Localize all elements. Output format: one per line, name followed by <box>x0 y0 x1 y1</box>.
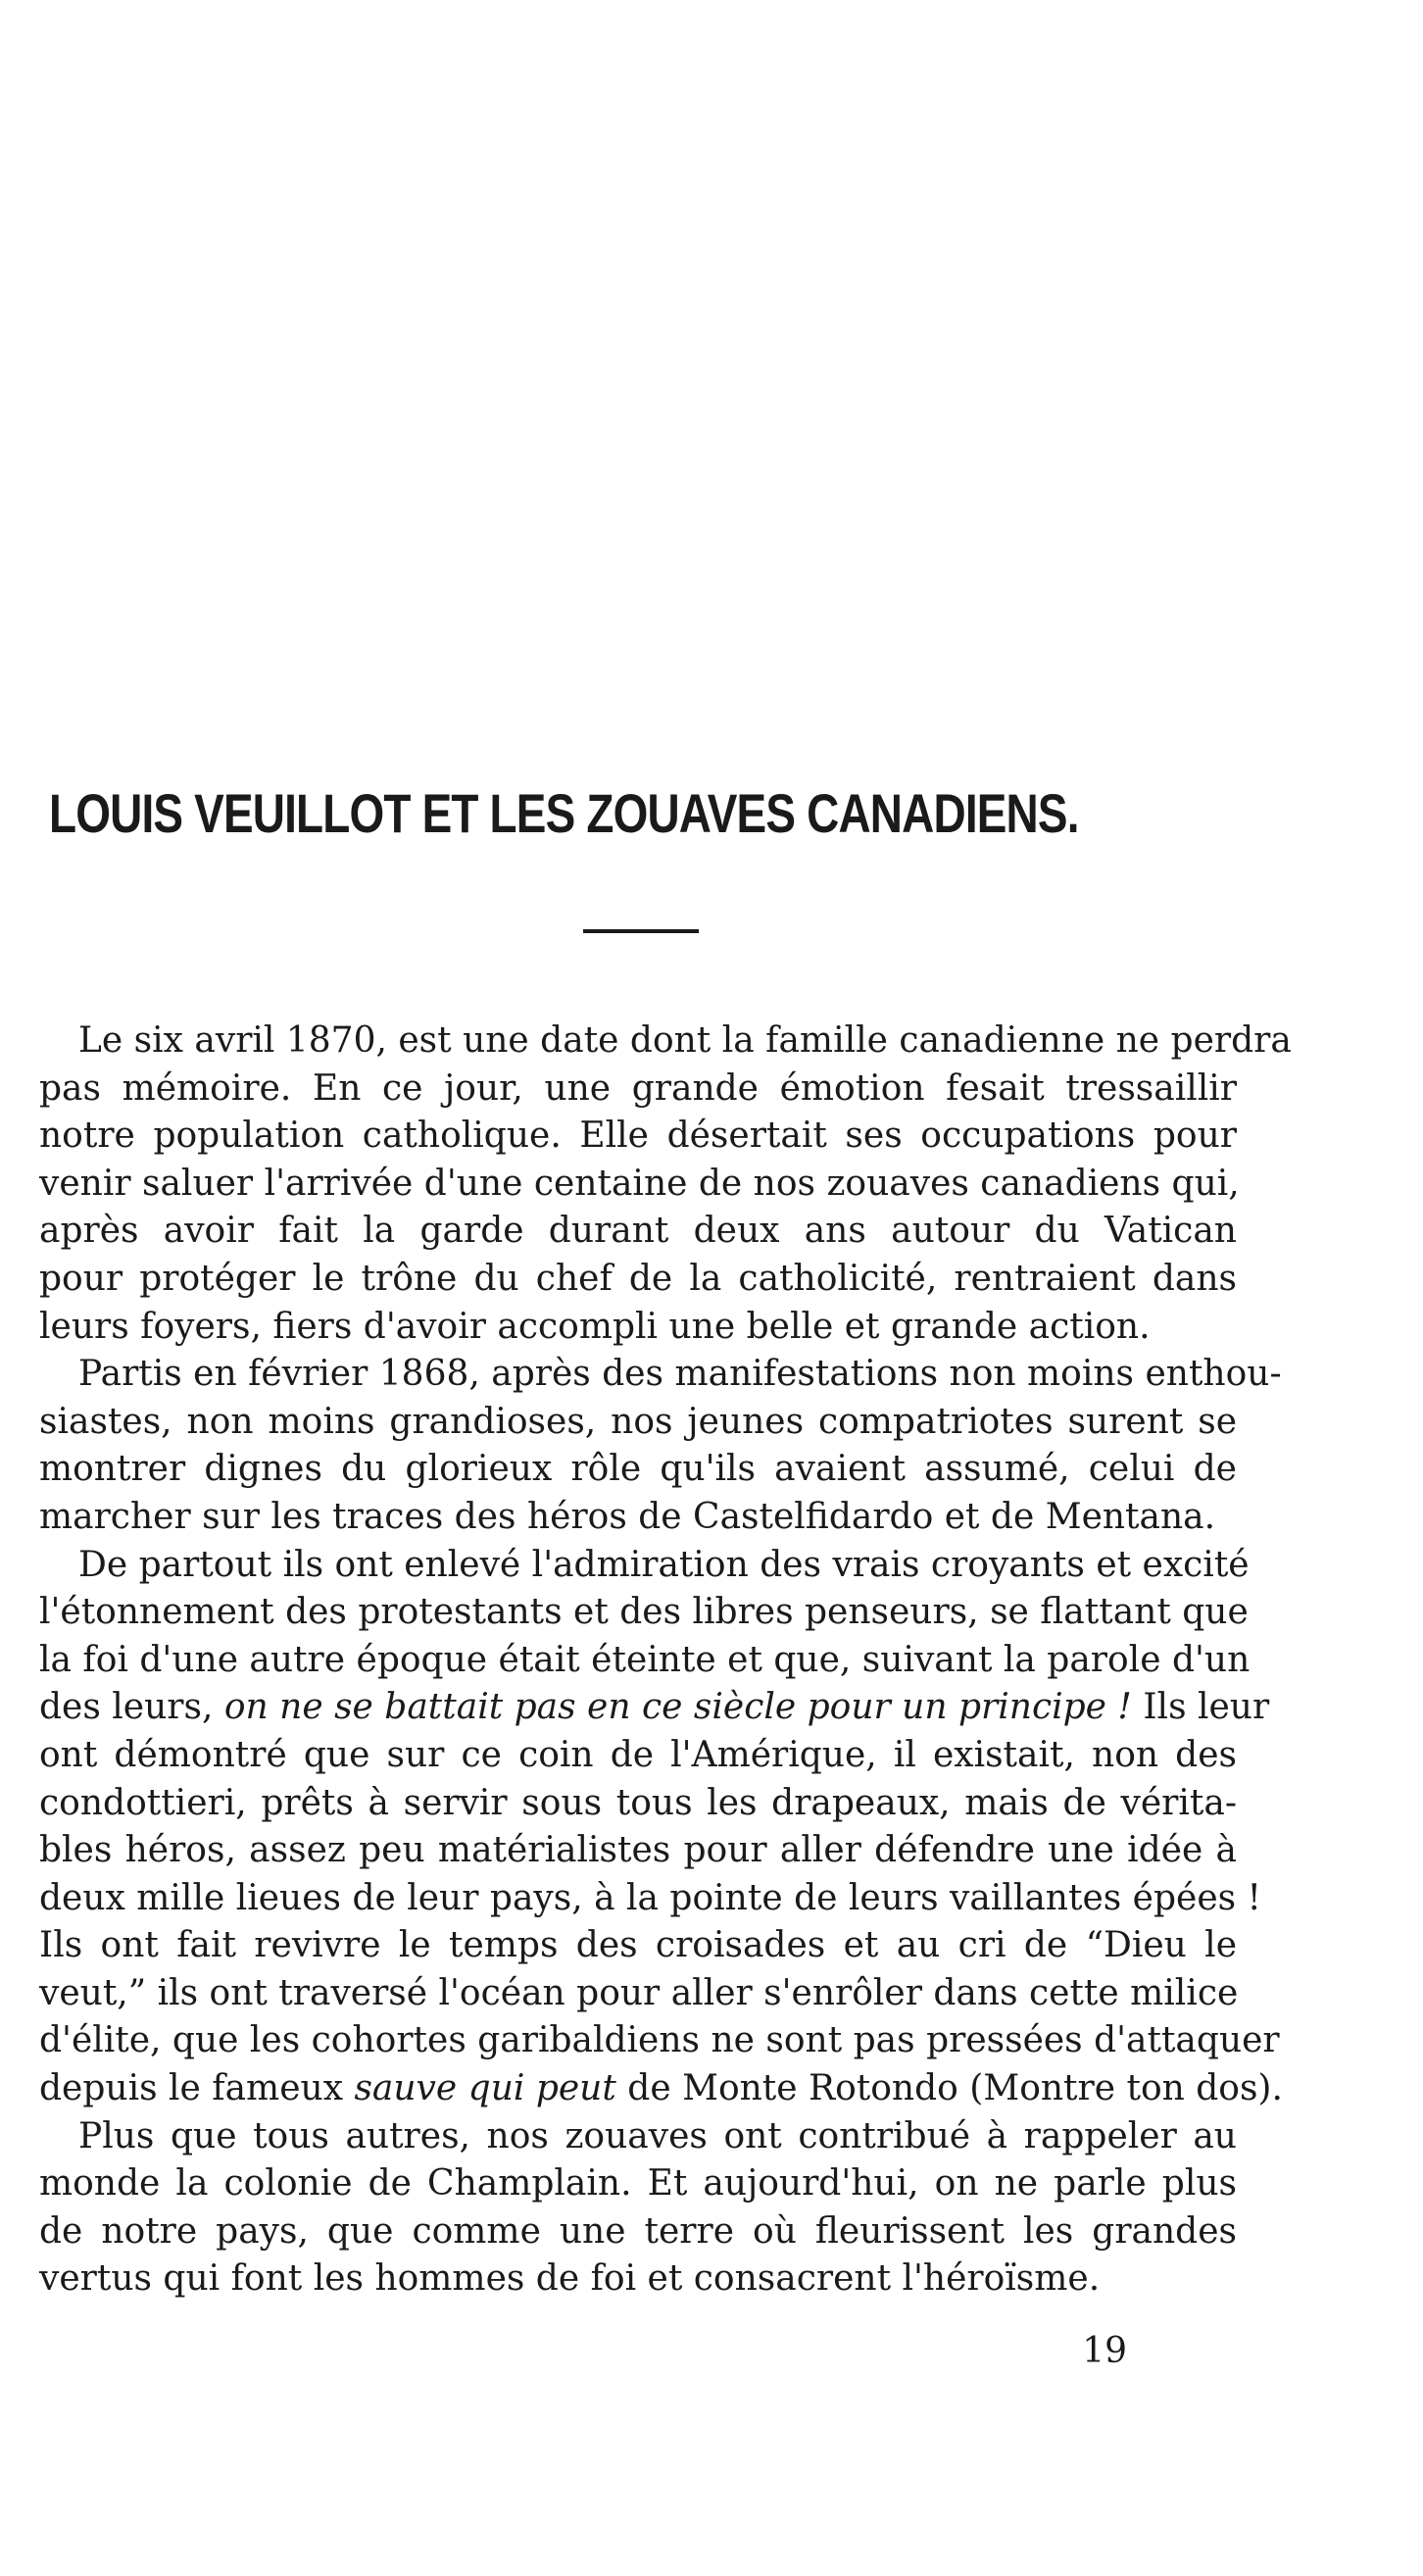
text-segment: des leurs, <box>39 1687 224 1728</box>
text-line: monde la colonie de Champlain. Et aujourd'hui, on ne parle plus <box>39 2163 1237 2204</box>
text-line: montrer dignes du glorieux rôle qu'ils avaient assumé, celui de <box>39 1449 1237 1490</box>
text-line: leurs foyers, fiers d'avoir accompli une belle et grande action. <box>39 1306 1151 1347</box>
text-line: pas mémoire. En ce jour, une grande émotion fesait tressaillir <box>39 1067 1237 1109</box>
text-line: ont démontré que sur ce coin de l'Amérique, il existait, non des <box>39 1734 1237 1775</box>
text-segment: depuis le fameux <box>39 2068 355 2109</box>
text-line: de notre pays, que comme une terre où fleurissent les grandes <box>39 2210 1237 2252</box>
chapter-body <box>39 1017 1292 2304</box>
page-number: 19 <box>1082 2331 1127 2371</box>
text-line: d'élite, que les cohortes garibaldiens ne sont pas pressées d'attaquer <box>39 2020 1280 2061</box>
text-line: condottieri, prêts à servir sous tous les drapeaux, mais de vérita- <box>39 1782 1237 1823</box>
text-line <box>39 1684 1270 1732</box>
text-line: bles héros, assez peu matérialistes pour aller défendre une idée à <box>39 1830 1237 1871</box>
text-line <box>39 2065 1283 2113</box>
text-segment: de Monte Rotondo (Montre ton dos). <box>615 2068 1283 2109</box>
text-line: deux mille lieues de leur pays, à la pointe de leurs vaillantes épées ! <box>39 1877 1262 1918</box>
text-line: pour protéger le trône du chef de la catholicité, rentraient dans <box>39 1258 1237 1299</box>
text-line: veut,” ils ont traversé l'océan pour aller s'enrôler dans cette milice <box>39 1972 1239 2013</box>
text-line: De partout ils ont enlevé l'admiration des vrais croyants et excité <box>78 1544 1250 1585</box>
text-line: l'étonnement des protestants et des libres penseurs, se flattant que <box>39 1592 1249 1633</box>
text-line: siastes, non moins grandioses, nos jeunes compatriotes surent se <box>39 1401 1237 1442</box>
text-line: marcher sur les traces des héros de Castelfidardo et de Mentana. <box>39 1496 1216 1537</box>
italic-quote: on ne se battait pas en ce siècle pour un principe ! <box>223 1687 1132 1728</box>
text-line: Ils ont fait revivre le temps des croisades et au cri de “Dieu le <box>39 1925 1237 1966</box>
text-line: Plus que tous autres, nos zouaves ont contribué à rappeler au <box>78 2115 1237 2156</box>
title-divider <box>583 929 699 933</box>
text-segment: Ils leur <box>1131 1687 1270 1728</box>
text-line: venir saluer l'arrivée d'une centaine de nos zouaves canadiens qui, <box>39 1163 1240 1204</box>
chapter-title: LOUIS VEUILLOT ET LES ZOUAVES CANADIENS. <box>49 782 1079 844</box>
text-line: Partis en février 1868, après des manifestations non moins enthou- <box>78 1354 1282 1395</box>
text-line: notre population catholique. Elle désertait ses occupations pour <box>39 1115 1237 1157</box>
italic-phrase: sauve qui peut <box>354 2068 616 2109</box>
text-line: Le six avril 1870, est une date dont la famille canadienne ne perdra <box>78 1020 1292 1061</box>
text-line: après avoir fait la garde durant deux ans autour du Vatican <box>39 1211 1237 1252</box>
text-line: la foi d'une autre époque était éteinte et que, suivant la parole d'un <box>39 1639 1251 1680</box>
text-line: vertus qui font les hommes de foi et consacrent l'héroïsme. <box>39 2258 1101 2300</box>
